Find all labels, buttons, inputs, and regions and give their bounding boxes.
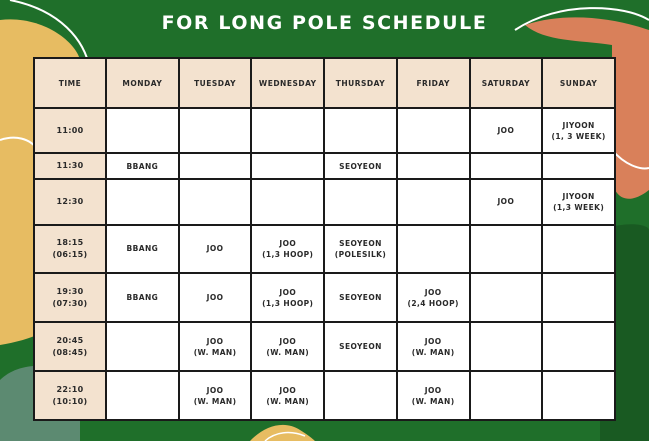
- header-sunday: SUNDAY: [542, 58, 615, 108]
- cell-text: (W. MAN): [266, 396, 310, 406]
- cell-text: (2,4 HOOP): [407, 298, 459, 308]
- schedule-cell-friday: [397, 273, 470, 322]
- schedule-cell-monday: [106, 322, 179, 371]
- schedule-cell-thursday: [324, 179, 397, 224]
- cell-text: JOO: [279, 287, 297, 297]
- time-label: 22:10: [56, 384, 84, 394]
- cell-text: SEOYEON: [339, 161, 382, 171]
- table-row: [34, 322, 615, 371]
- cell-text: JOO: [497, 126, 515, 136]
- time-label: 20:45: [56, 335, 84, 345]
- time-cell: [34, 179, 106, 224]
- cell-text: JOO: [424, 385, 442, 395]
- cell-text: (W. MAN): [411, 396, 455, 406]
- schedule-cell-sunday: [542, 179, 615, 224]
- schedule-cell-friday: [397, 108, 470, 153]
- schedule-cell-tuesday: [179, 153, 252, 179]
- cell-text: JOO: [206, 336, 224, 346]
- schedule-cell-sunday: [542, 273, 615, 322]
- schedule-cell-saturday: [470, 273, 543, 322]
- cell-text: BBANG: [126, 293, 159, 303]
- header-monday: MONDAY: [106, 58, 179, 108]
- cell-text: SEOYEON: [339, 238, 382, 248]
- schedule-cell-wednesday: [251, 153, 324, 179]
- header-thursday: THURSDAY: [324, 58, 397, 108]
- schedule-cell-wednesday: [251, 322, 324, 371]
- schedule-cell-thursday: [324, 108, 397, 153]
- table-row: [34, 153, 615, 179]
- schedule-cell-sunday: [542, 322, 615, 371]
- schedule-cell-thursday: [324, 371, 397, 420]
- table-row: [34, 371, 615, 420]
- schedule-cell-wednesday: [251, 108, 324, 153]
- schedule-cell-tuesday: [179, 322, 252, 371]
- schedule-cell-monday: [106, 371, 179, 420]
- schedule-cell-friday: [397, 322, 470, 371]
- schedule-cell-wednesday: [251, 179, 324, 224]
- schedule-cell-wednesday: [251, 273, 324, 322]
- header-time: TIME: [34, 58, 106, 108]
- cell-text: JIYOON: [562, 191, 595, 201]
- schedule-cell-friday: [397, 225, 470, 274]
- cell-text: BBANG: [126, 161, 159, 171]
- time-cell: [34, 108, 106, 153]
- time-label: 19:30: [56, 286, 84, 296]
- time-label: 11:00: [56, 125, 84, 135]
- cell-text: (W. MAN): [193, 347, 237, 357]
- cell-text: (1, 3 WEEK): [551, 131, 606, 141]
- time-label: (08:45): [52, 347, 88, 357]
- cell-text: SEOYEON: [339, 293, 382, 303]
- schedule-cell-monday: [106, 225, 179, 274]
- schedule-cell-sunday: [542, 371, 615, 420]
- schedule-cell-tuesday: [179, 371, 252, 420]
- header-tuesday: TUESDAY: [179, 58, 252, 108]
- cell-text: JOO: [206, 244, 224, 254]
- time-cell: [34, 225, 106, 274]
- table-row: [34, 108, 615, 153]
- schedule-cell-monday: [106, 179, 179, 224]
- schedule-cell-sunday: [542, 225, 615, 274]
- cell-text: JOO: [206, 385, 224, 395]
- header-saturday: SATURDAY: [470, 58, 543, 108]
- time-label: 18:15: [56, 237, 84, 247]
- cell-text: (1,3 WEEK): [553, 202, 605, 212]
- time-label: 12:30: [56, 196, 84, 206]
- schedule-cell-tuesday: [179, 179, 252, 224]
- schedule-cell-thursday: [324, 322, 397, 371]
- schedule-cell-friday: [397, 179, 470, 224]
- schedule-cell-thursday: [324, 225, 397, 274]
- schedule-cell-saturday: [470, 371, 543, 420]
- time-label: (06:15): [52, 249, 88, 259]
- schedule-cell-wednesday: [251, 225, 324, 274]
- cell-text: JOO: [279, 238, 297, 248]
- cell-text: JOO: [206, 293, 224, 303]
- schedule-cell-saturday: [470, 322, 543, 371]
- schedule-cell-friday: [397, 371, 470, 420]
- schedule-cell-tuesday: [179, 225, 252, 274]
- schedule-cell-tuesday: [179, 273, 252, 322]
- schedule-cell-thursday: [324, 153, 397, 179]
- cell-text: JIYOON: [562, 120, 595, 130]
- cell-text: (W. MAN): [411, 347, 455, 357]
- schedule-cell-friday: [397, 153, 470, 179]
- schedule-cell-wednesday: [251, 371, 324, 420]
- cell-text: SEOYEON: [339, 342, 382, 352]
- schedule-cell-monday: [106, 273, 179, 322]
- schedule-body: [34, 108, 615, 420]
- table-row: [34, 273, 615, 322]
- table-row: [34, 179, 615, 224]
- cell-text: JOO: [424, 336, 442, 346]
- schedule-cell-tuesday: [179, 108, 252, 153]
- cell-text: (1,3 HOOP): [262, 249, 314, 259]
- schedule-cell-saturday: [470, 108, 543, 153]
- header-friday: FRIDAY: [397, 58, 470, 108]
- schedule-cell-thursday: [324, 273, 397, 322]
- schedule-table: [33, 57, 616, 421]
- schedule-cell-saturday: [470, 179, 543, 224]
- header-wednesday: WEDNESDAY: [251, 58, 324, 108]
- cell-text: JOO: [497, 197, 515, 207]
- time-label: (07:30): [52, 298, 88, 308]
- time-cell: [34, 153, 106, 179]
- time-cell: [34, 273, 106, 322]
- schedule-cell-saturday: [470, 225, 543, 274]
- header-row: [34, 58, 615, 108]
- time-cell: [34, 322, 106, 371]
- cell-text: BBANG: [126, 244, 159, 254]
- time-label: 11:30: [56, 161, 84, 171]
- time-cell: [34, 371, 106, 420]
- cell-text: JOO: [424, 287, 442, 297]
- table-row: [34, 225, 615, 274]
- schedule-cell-sunday: [542, 153, 615, 179]
- schedule-cell-monday: [106, 108, 179, 153]
- cell-text: (W. MAN): [266, 347, 310, 357]
- time-label: (10:10): [52, 396, 88, 406]
- schedule-cell-monday: [106, 153, 179, 179]
- cell-text: (POLESILK): [334, 249, 387, 259]
- schedule-cell-sunday: [542, 108, 615, 153]
- cell-text: JOO: [279, 336, 297, 346]
- page-title: FOR LONG POLE SCHEDULE: [161, 12, 488, 34]
- cell-text: JOO: [279, 385, 297, 395]
- cell-text: (W. MAN): [193, 396, 237, 406]
- cell-text: (1,3 HOOP): [262, 298, 314, 308]
- schedule-cell-saturday: [470, 153, 543, 179]
